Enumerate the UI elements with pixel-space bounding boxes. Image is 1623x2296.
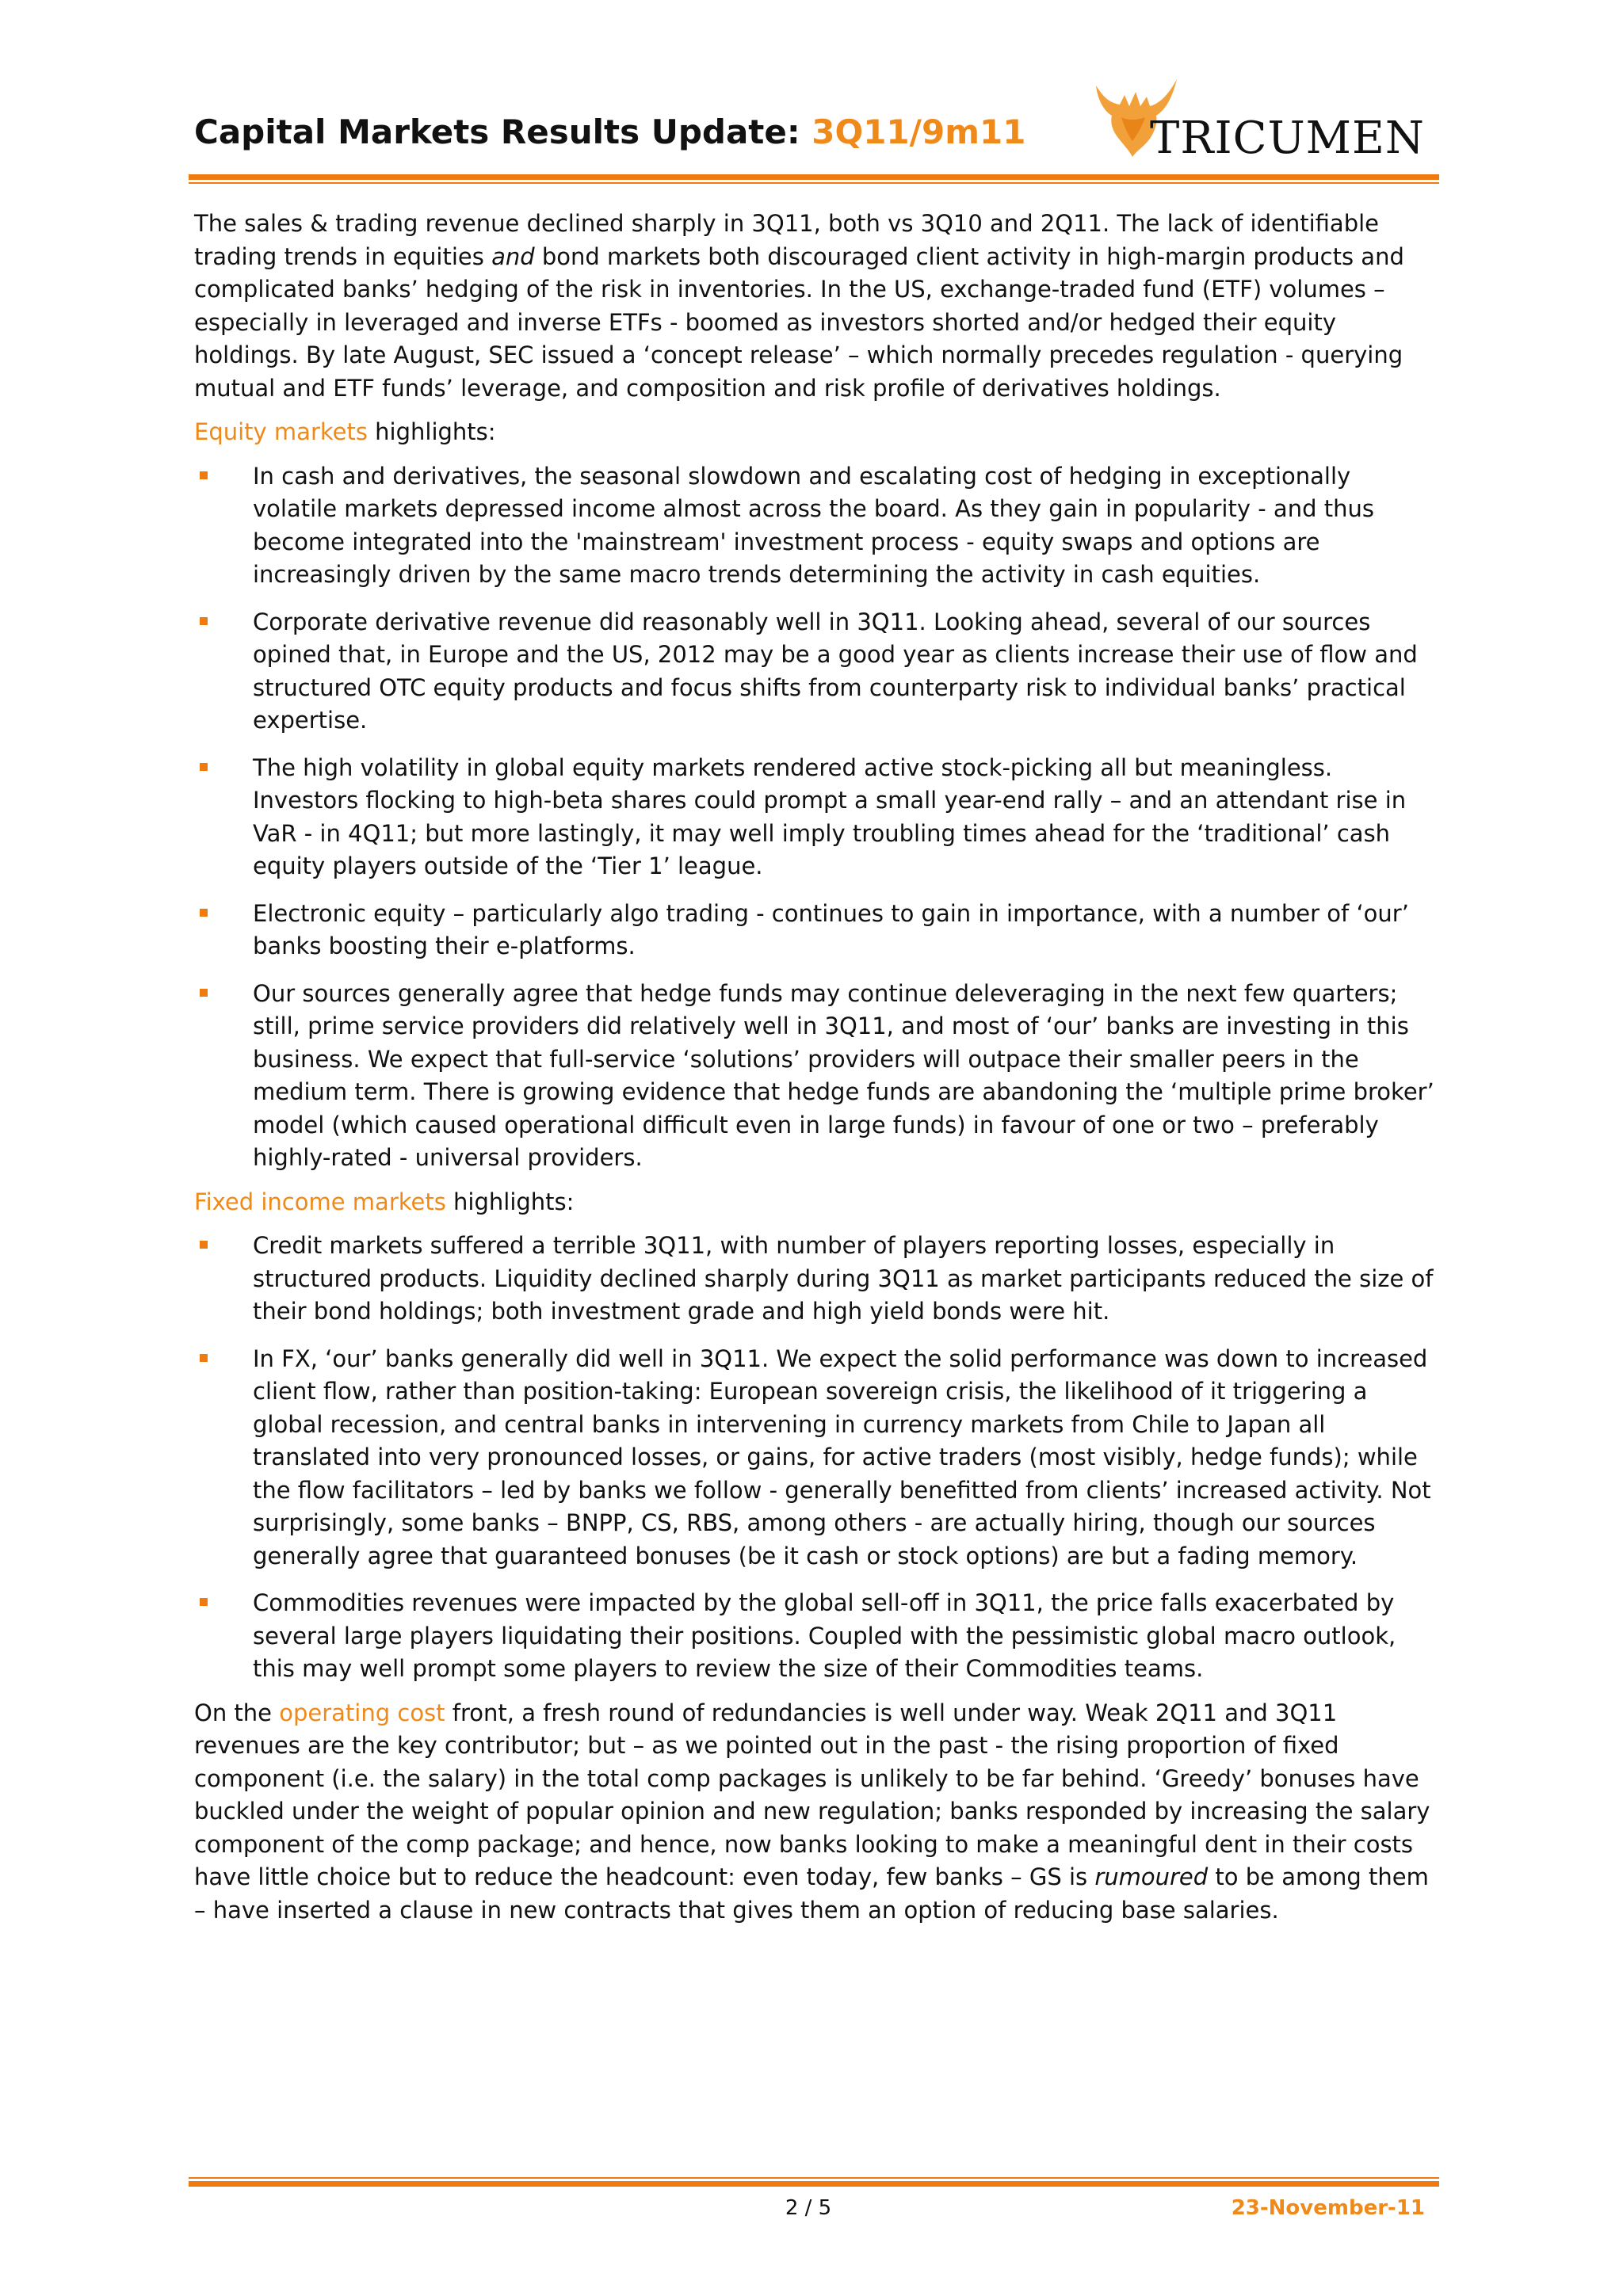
fixed-income-markets-link[interactable]: Fixed income markets	[194, 1188, 446, 1215]
list-item: Credit markets suffered a terrible 3Q11, with number of players reporting losses, especially in structured products. Liquidity declined sharply during 3Q11 as market participants reduced the size of their bond holdings; both investment grade and high yield bonds were hit.	[194, 1230, 1438, 1329]
bullet-square-icon	[200, 471, 208, 479]
equity-heading: Equity markets highlights:	[194, 418, 496, 445]
report-date: 23-November-11	[1231, 2196, 1425, 2220]
bullet-square-icon	[200, 617, 208, 625]
bullet-square-icon	[200, 909, 208, 917]
bullet-square-icon	[200, 763, 208, 771]
bullet-square-icon	[200, 989, 208, 997]
page-title	[194, 113, 1025, 151]
header-rule	[189, 174, 1439, 185]
equity-bullet-list	[194, 460, 1438, 1175]
operating-cost-link[interactable]: operating cost	[279, 1699, 445, 1726]
title-period: 3Q11/9m11	[812, 113, 1026, 151]
list-item: Electronic equity – particularly algo trading - continues to gain in importance, with a number of ‘our’ banks boosting their e-platforms.	[194, 898, 1438, 963]
operating-cost-paragraph: On the operating cost front, a fresh round of redundancies is well under way. Weak 2Q11 and 3Q11 revenues are the key contributor; but – as we pointed out in the past - the rising proportion of fixed component (i.e. the salary) in the total comp packages is unlikely to be far behind. ‘Greedy’ bonuses have buckled under the weight of popular opinion and new regulation; banks responded by increasing the salary component of the comp package; and hence, now banks looking to make a meaningful dent in their costs have little choice but to reduce the headcount: even today, few banks – GS is rumoured to be among them – have inserted a clause in new contracts that gives them an option of reducing base salaries.	[194, 1699, 1430, 1924]
bullet-square-icon	[200, 1241, 208, 1249]
footer-rule	[189, 2177, 1439, 2188]
bullet-square-icon	[200, 1598, 208, 1606]
bullet-square-icon	[200, 1354, 208, 1362]
list-item: Corporate derivative revenue did reasonably well in 3Q11. Looking ahead, several of our sources opined that, in Europe and the US, 2012 may be a good year as clients increase their use of flow and structured OTC equity products and focus shifts from counterparty risk to individual banks’ practical expertise.	[194, 606, 1438, 738]
list-item: In FX, ‘our’ banks generally did well in 3Q11. We expect the solid performance was down to increased client flow, rather than position-taking: European sovereign crisis, the likelihood of it triggering a global recession, and central banks in intervening in currency markets from Chile to Japan all translated into very pronounced losses, or gains, for active traders (most visibly, hedge funds); while the flow facilitators – led by banks we follow - generally benefitted from clients’ increased activity. Not surprisingly, some banks – BNPP, CS, RBS, among others - are actually hiring, though our sources generally agree that guaranteed bonuses (be it cash or stock options) are but a fading memory.	[194, 1343, 1438, 1573]
page-header	[194, 70, 1438, 173]
intro-paragraph: The sales & trading revenue declined sharply in 3Q11, both vs 3Q10 and 2Q11. The lack of identifiable trading trends in equities and bond markets both discouraged client activity in high-margin products and complicated banks’ hedging of the risk in inventories. In the US, exchange-traded fund (ETF) volumes – especially in leveraged and inverse ETFs - boomed as investors shorted and/or hedged their equity holdings. By late August, SEC issued a ‘concept release’ – which normally precedes regulation - querying mutual and ETF funds’ leverage, and composition and risk profile of derivatives holdings.	[194, 210, 1404, 402]
tricumen-logo	[1090, 74, 1438, 163]
fixed-income-bullet-list	[194, 1230, 1438, 1686]
fixed-income-heading: Fixed income markets highlights:	[194, 1188, 575, 1215]
title-prefix: Capital Markets Results Update:	[194, 113, 812, 151]
list-item: The high volatility in global equity markets rendered active stock-picking all but meaningless. Investors flocking to high-beta shares could prompt a small year-end rally – and an attendant rise in VaR - in 4Q11; but more lastingly, it may well imply troubling times ahead for the ‘traditional’ cash equity players outside of the ‘Tier 1’ league.	[194, 752, 1438, 883]
equity-markets-link[interactable]: Equity markets	[194, 418, 368, 445]
list-item: In cash and derivatives, the seasonal slowdown and escalating cost of hedging in exceptionally volatile markets depressed income almost across the board. As they gain in popularity - and thus become integrated into the 'mainstream' investment process - equity swaps and options are increasingly driven by the same macro trends determining the activity in cash equities.	[194, 460, 1438, 592]
logo-wordmark: TRICUMEN	[1150, 113, 1425, 164]
page-number: 2 / 5	[785, 2196, 832, 2220]
list-item: Commodities revenues were impacted by the global sell-off in 3Q11, the price falls exacerbated by several large players liquidating their positions. Coupled with the pessimistic global macro outlook, this may well prompt some players to review the size of their Commodities teams.	[194, 1587, 1438, 1686]
list-item: Our sources generally agree that hedge funds may continue deleveraging in the next few quarters; still, prime service providers did relatively well in 3Q11, and most of ‘our’ banks are investing in this business. We expect that full-service ‘solutions’ providers will outpace their smaller peers in the medium term. There is growing evidence that hedge funds are abandoning the ‘multiple prime broker’ model (which caused operational difficult even in large funds) in favour of one or two – preferably highly-rated - universal providers.	[194, 978, 1438, 1175]
report-body	[194, 208, 1438, 1938]
